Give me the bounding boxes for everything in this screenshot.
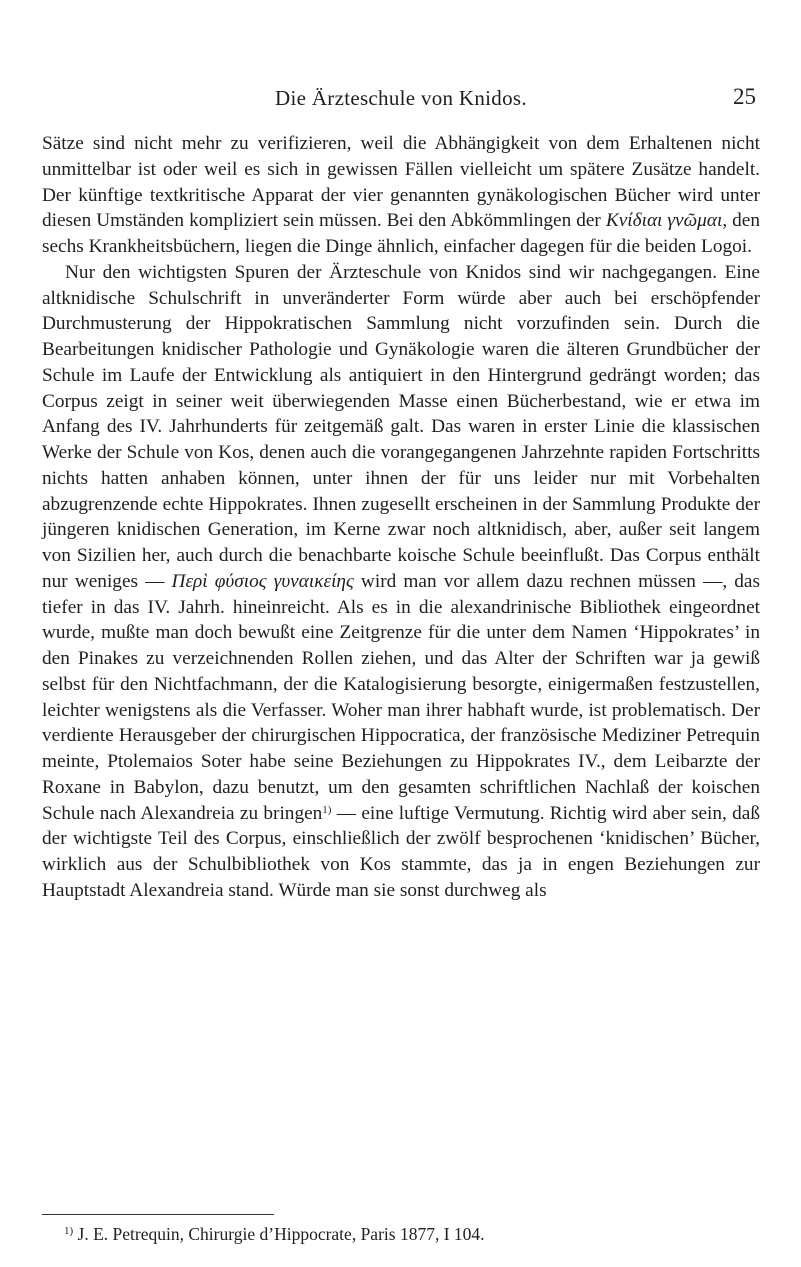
paragraph-2 (42, 260, 760, 904)
running-head (42, 84, 760, 114)
paragraph-text: Nur den wichtigsten Spuren der Ärzteschule von Knidos sind wir nachgegangen. Eine altknidische Schulschrift in unveränderter Form würde aber auch bei erschöpfender Durchmusterung der Hippokratischen Sammlung nicht vorzufinden sein. Durch die Bearbeitungen knidischer Pathologie und Gynäkologie waren die älteren Grundbücher der Schule im Laufe der Entwicklung als antiquiert in den Hintergrund gedrängt worden; das Corpus zeigt in seiner weit überwiegenden Masse einen Bücherbestand, wie er etwa im Anfang des IV. Jahrhunderts für zeitgemäß galt. Das waren in erster Linie die klassischen Werke der Schule von Kos, denen auch die vorangegangenen Jahrzehnte rapiden Fortschritts nichts hatten anhaben können, unter ihnen der für uns leider nur mit Vorbehalten abzugrenzende echte Hippokrates. Ihnen zugesellt erscheinen in der Sammlung Produkte der jüngeren knidischen Generation, im Kerne zwar noch altknidisch, aber, außer seit langem von Sizilien her, auch durch die benachbarte koische Schule beeinflußt. Das Corpus enthält nur weniges — (42, 261, 760, 592)
book-page (42, 0, 760, 1267)
body-text (42, 131, 760, 904)
footnote-reference: 1) (322, 803, 332, 816)
paragraph-text: — eine luftige Vermutung. Richtig wird aber sein, daß der wichtigste Teil des Corpus, einschließlich der zwölf besprochenen ‘knidischen’ Bücher, wirklich aus der Schulbibliothek von Kos stammte, das ja in engen Beziehungen zur Hauptstadt Alexandreia stand. Würde man sie sonst durchweg als (42, 802, 760, 901)
footnote (64, 1223, 764, 1245)
running-title: Die Ärzteschule von Knidos. (275, 86, 527, 110)
footnote-marker: 1) (64, 1225, 74, 1237)
footnote-divider (42, 1214, 274, 1215)
paragraph-1 (42, 131, 760, 260)
page-number: 25 (733, 84, 756, 109)
footnote-text: J. E. Petrequin, Chirurgie d’Hippocrate, Paris 1877, I 104. (77, 1224, 485, 1244)
paragraph-text: wird man vor allem dazu rechnen müssen —, das tiefer in das IV. Jahrh. hineinreicht. Als es in die alexandrinische Bibliothek eingeordnet wurde, mußte man doch bewußt eine Zeitgrenze für die unter dem Namen ‘Hippokrates’ in den Pinakes zu verzeichnenden Rollen ziehen, und das Alter der Schriften war ja gewiß selbst für den Nichtfachmann, der die Katalogisierung besorgte, einigermaßen festzustellen, leichter wenigstens als die Verfasser. Woher man ihrer habhaft wurde, ist problematisch. Der verdiente Herausgeber der chirurgischen Hippocratica, der französische Mediziner Petrequin meinte, Ptolemaios Soter habe seine Beziehungen zu Hippokrates IV., dem Leibarzte der Roxane in Babylon, dazu benutzt, um den gesamten schriftlichen Nachlaß der koischen Schule nach Alexandreia zu bringen (42, 570, 760, 824)
greek-phrase: Περὶ φύσιος γυναικείης (171, 570, 354, 592)
greek-phrase: Κνίδιαι γνῶμαι (605, 210, 723, 232)
paragraph-text: , den sechs Krankheitsbüchern, liegen die Dinge ähnlich, einfacher dagegen für die beiden Logoi. (42, 210, 760, 257)
paragraph-text: Sätze sind nicht mehr zu verifizieren, weil die Abhängigkeit von dem Erhaltenen nicht unmittelbar ist oder weil es sich in gewissen Fällen vielleicht um spätere Zusätze handelt. Der künftige textkritische Apparat der vier genannten gynäkologischen Bücher wird unter diesen Umständen kompliziert sein müssen. Bei den Abkömmlingen der (42, 133, 760, 232)
